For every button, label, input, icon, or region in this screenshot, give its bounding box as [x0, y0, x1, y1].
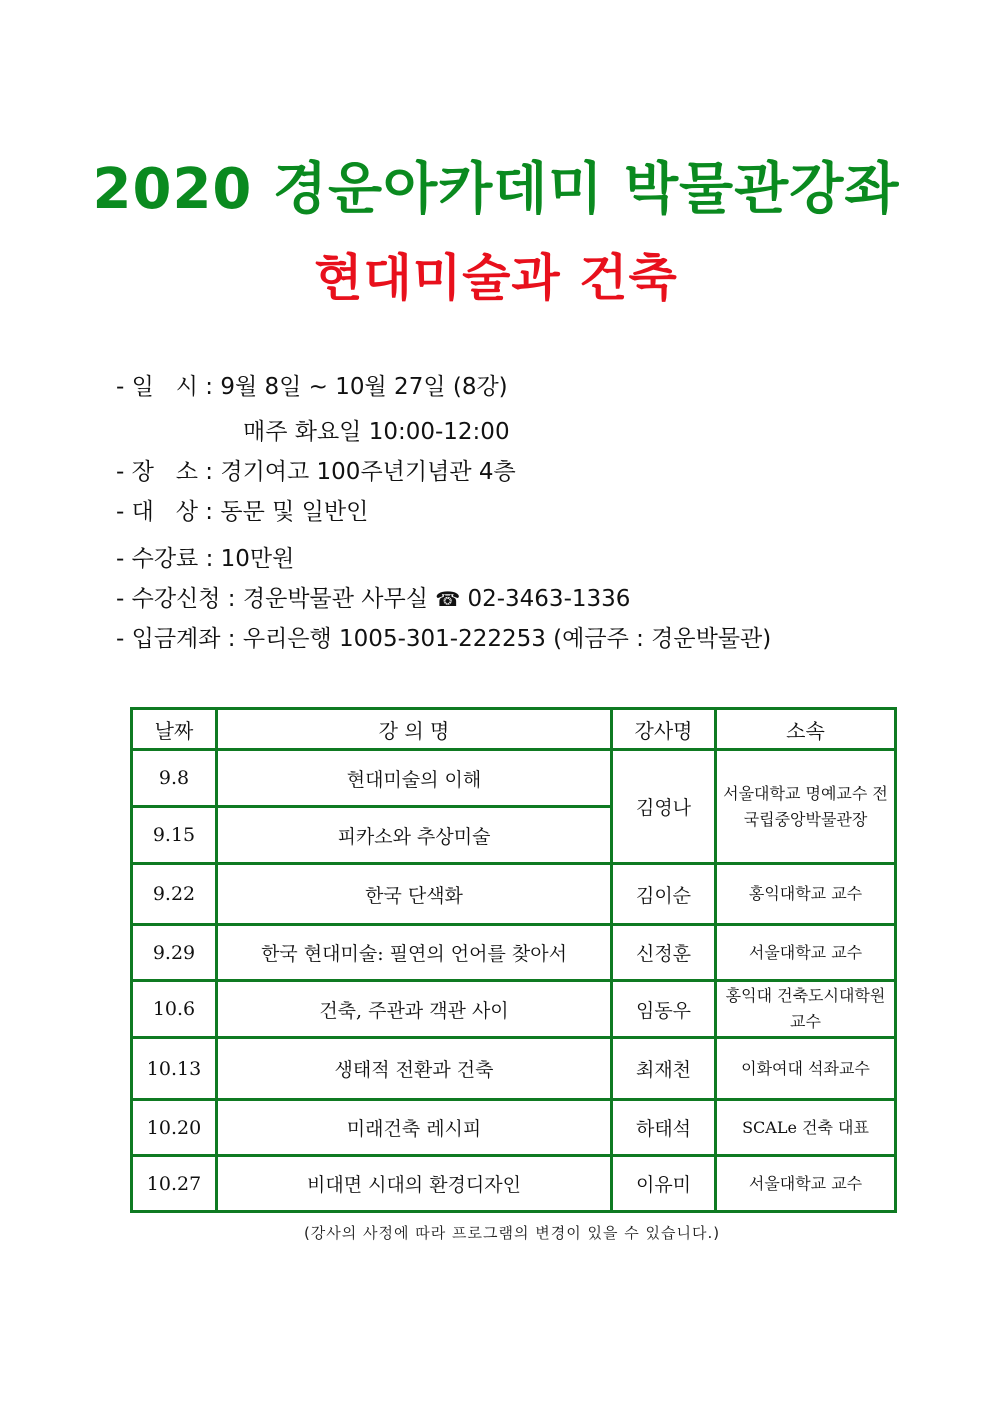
cell-title: 현대미술의 이해 — [217, 750, 612, 807]
cell-date: 10.6 — [132, 981, 217, 1038]
cell-lecturer: 최재천 — [612, 1038, 716, 1100]
info-place-label: - 장 소 : — [116, 459, 221, 485]
info-date-value: 9월 8일 ~ 10월 27일 (8강) — [220, 374, 508, 400]
info-account — [116, 620, 771, 653]
phone-icon: ☎ — [435, 587, 461, 611]
table-header-row — [132, 709, 896, 750]
cell-lecturer: 신정훈 — [612, 925, 716, 981]
header-title: 강 의 명 — [217, 709, 612, 750]
info-target-label: - 대 상 : — [116, 499, 221, 525]
table-row — [132, 1038, 896, 1100]
cell-lecturer: 김영나 — [612, 750, 716, 864]
info-date-label: - 일 시 : — [116, 374, 221, 400]
table-row — [132, 864, 896, 925]
cell-lecturer: 이유미 — [612, 1156, 716, 1212]
cell-date: 9.22 — [132, 864, 217, 925]
table-row — [132, 1156, 896, 1212]
cell-date: 9.15 — [132, 807, 217, 864]
table-row — [132, 981, 896, 1038]
cell-date: 10.13 — [132, 1038, 217, 1100]
info-target — [116, 493, 368, 526]
schedule-table — [130, 707, 897, 1213]
header-date: 날짜 — [132, 709, 217, 750]
header-affiliation: 소속 — [716, 709, 896, 750]
cell-title: 한국 단색화 — [217, 864, 612, 925]
cell-affiliation: 서울대학교 교수 — [716, 925, 896, 981]
cell-date: 9.8 — [132, 750, 217, 807]
cell-title: 건축, 주관과 객관 사이 — [217, 981, 612, 1038]
info-date — [116, 368, 508, 401]
cell-title: 미래건축 레시피 — [217, 1100, 612, 1156]
cell-title: 피카소와 추상미술 — [217, 807, 612, 864]
cell-lecturer: 임동우 — [612, 981, 716, 1038]
footer-note: (강사의 사정에 따라 프로그램의 변경이 있을 수 있습니다.) — [303, 1224, 721, 1242]
info-phone-number: 02-3463-1336 — [467, 586, 631, 612]
cell-affiliation: SCALe 건축 대표 — [716, 1100, 896, 1156]
header-lecturer: 강사명 — [612, 709, 716, 750]
table-row — [132, 925, 896, 981]
cell-affiliation: 이화여대 석좌교수 — [716, 1038, 896, 1100]
cell-title: 비대면 시대의 환경디자인 — [217, 1156, 612, 1212]
page-subtitle: 현대미술과 건축 — [314, 249, 678, 307]
cell-lecturer: 하태석 — [612, 1100, 716, 1156]
table-row — [132, 1100, 896, 1156]
table-row — [132, 750, 896, 807]
info-place — [116, 453, 516, 486]
cell-date: 10.27 — [132, 1156, 217, 1212]
cell-affiliation: 서울대학교 명예교수 전 국립중앙박물관장 — [716, 750, 896, 864]
cell-affiliation: 홍익대학교 교수 — [716, 864, 896, 925]
info-fee-label: - 수강료 : — [116, 546, 221, 572]
info-apply-label: - 수강신청 : — [116, 586, 243, 612]
info-fee-value: 10만원 — [220, 546, 295, 572]
info-time-value: 매주 화요일 10:00-12:00 — [243, 419, 510, 445]
info-fee — [116, 540, 294, 573]
cell-date: 9.29 — [132, 925, 217, 981]
info-account-value: 우리은행 1005-301-222253 (예금주 : 경운박물관) — [242, 626, 772, 652]
info-apply — [116, 580, 630, 613]
info-apply-value: 경운박물관 사무실 — [242, 586, 428, 612]
page-title: 2020 경운아카데미 박물관강좌 — [92, 157, 900, 222]
cell-affiliation: 서울대학교 교수 — [716, 1156, 896, 1212]
info-place-value: 경기여고 100주년기념관 4층 — [220, 459, 516, 485]
info-account-label: - 입금계좌 : — [116, 626, 243, 652]
info-time — [243, 413, 510, 446]
cell-affiliation: 홍익대 건축도시대학원 교수 — [716, 981, 896, 1038]
cell-title: 생태적 전환과 건축 — [217, 1038, 612, 1100]
cell-date: 10.20 — [132, 1100, 217, 1156]
info-target-value: 동문 및 일반인 — [220, 499, 369, 525]
cell-lecturer: 김이순 — [612, 864, 716, 925]
cell-title: 한국 현대미술: 필연의 언어를 찾아서 — [217, 925, 612, 981]
